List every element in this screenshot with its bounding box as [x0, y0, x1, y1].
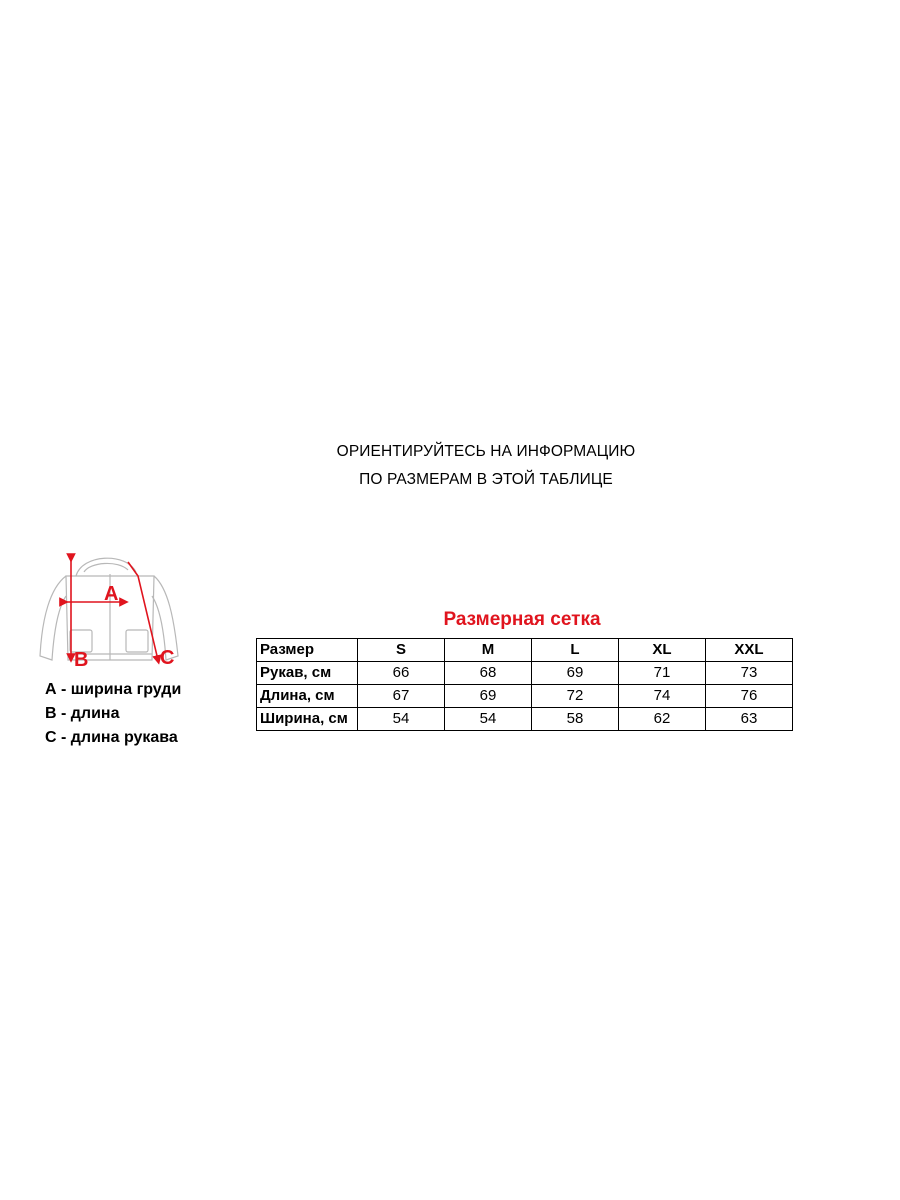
jacket-outline: [40, 558, 178, 660]
value-cell: 72: [532, 685, 619, 708]
measurement-legend: [45, 678, 181, 750]
diagram-label-b: B: [74, 649, 89, 671]
measurement-arrows: [64, 558, 158, 660]
value-cell: 66: [358, 662, 445, 685]
intro-line-1: ОРИЕНТИРУЙТЕСЬ НА ИНФОРМАЦИЮ: [336, 443, 636, 460]
value-cell: 68: [445, 662, 532, 685]
table-row: [257, 685, 793, 708]
size-header-cell: S: [358, 639, 445, 662]
legend-item-a: А - ширина груди: [45, 681, 182, 698]
table-row: [257, 662, 793, 685]
value-cell: 54: [358, 708, 445, 731]
value-cell: 54: [445, 708, 532, 731]
diagram-label-c: C: [160, 647, 175, 669]
size-table-title: Размерная сетка: [443, 609, 601, 630]
row-label-cell: Ширина, см: [257, 708, 358, 731]
header-label-cell: Размер: [257, 639, 358, 662]
value-cell: 69: [532, 662, 619, 685]
size-table-header-row: [257, 639, 793, 662]
size-header-cell: M: [445, 639, 532, 662]
value-cell: 63: [706, 708, 793, 731]
size-header-cell: L: [532, 639, 619, 662]
value-cell: 73: [706, 662, 793, 685]
intro-text: [0, 438, 900, 494]
size-header-cell: XL: [619, 639, 706, 662]
value-cell: 74: [619, 685, 706, 708]
size-table: [256, 638, 793, 731]
intro-line-2: ПО РАЗМЕРАМ В ЭТОЙ ТАБЛИЦЕ: [359, 471, 613, 488]
row-label-cell: Рукав, см: [257, 662, 358, 685]
value-cell: 76: [706, 685, 793, 708]
size-header-cell: XXL: [706, 639, 793, 662]
legend-item-c: С - длина рукава: [45, 729, 178, 746]
diagram-label-a: A: [104, 583, 119, 605]
value-cell: 67: [358, 685, 445, 708]
legend-item-b: В - длина: [45, 705, 120, 722]
row-label-cell: Длина, см: [257, 685, 358, 708]
jacket-measurement-diagram: [28, 548, 188, 678]
value-cell: 62: [619, 708, 706, 731]
table-row: [257, 708, 793, 731]
value-cell: 69: [445, 685, 532, 708]
value-cell: 58: [532, 708, 619, 731]
value-cell: 71: [619, 662, 706, 685]
